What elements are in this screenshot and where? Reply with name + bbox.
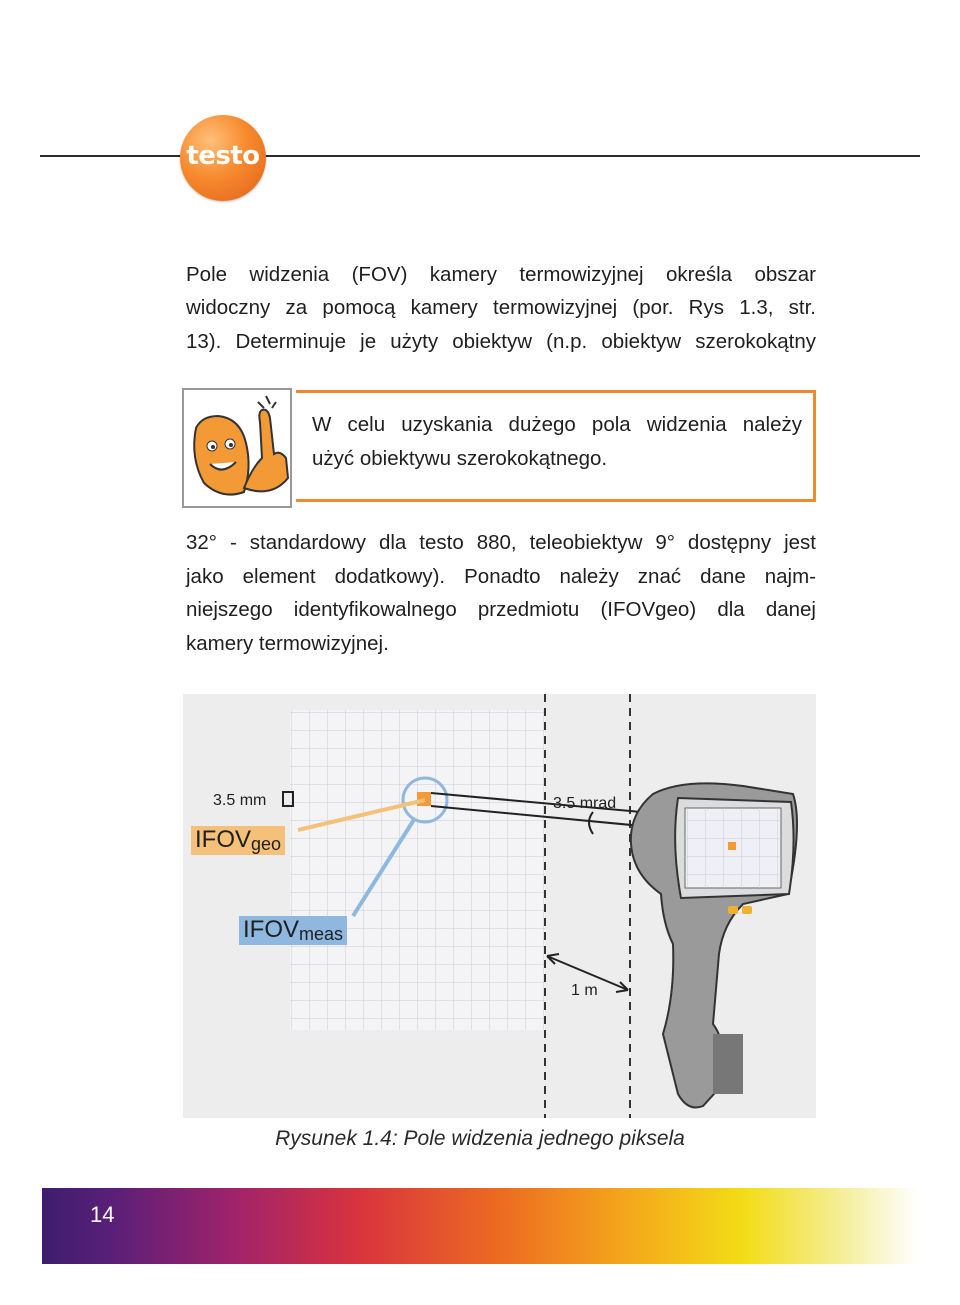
ifov-figure <box>183 694 816 1118</box>
label-3-5-mm: 3.5 mm <box>213 792 267 809</box>
body-line-3: niejszego identyfikowalnego przedmiotu (IFOVgeo) dla danej <box>186 598 816 621</box>
page-number: 14 <box>90 1202 115 1227</box>
body-line-2: jako element dodatkowy). Ponadto należy znać dane najm- <box>186 565 816 588</box>
body-line-1: 32° - standardowy dla testo 880, teleobiektyw 9° dostępny jest <box>186 531 816 554</box>
header-rule-right <box>264 155 920 157</box>
ifov-geo-sub: geo <box>251 834 282 854</box>
intro-line-2: widoczny za pomocą kamery termowizyjnej (por. Rys 1.3, str. <box>186 296 816 319</box>
ifov-diagram <box>183 694 816 1118</box>
testo-logo <box>180 115 266 201</box>
label-3-5-mrad: 3.5 mrad <box>553 795 617 812</box>
intro-line-3: 13). Determinuje je użyty obiektyw (n.p. obiektyw szerokokątny <box>186 330 816 353</box>
ifov-geo-tag <box>191 826 285 855</box>
ifov-meas-tag <box>239 916 347 945</box>
header-rule-left <box>40 155 182 157</box>
ifov-meas-sub: meas <box>299 924 344 944</box>
figure-caption: Rysunek 1.4: Pole widzenia jednego piksela <box>275 1127 685 1150</box>
ifov-geo-main: IFOV <box>195 826 252 853</box>
mascot-illustration <box>182 388 298 512</box>
logo-text: testo <box>186 141 260 171</box>
body-line-4: kamery termowizyjnej. <box>186 632 389 655</box>
intro-line-1: Pole widzenia (FOV) kamery termowizyjnej określa obszar <box>186 263 816 286</box>
footer-gradient-bar <box>42 1188 918 1264</box>
tip-line-1: W celu uzyskania dużego pola widzenia należy <box>312 413 802 436</box>
label-distance-1m: 1 m <box>571 982 598 999</box>
tip-line-2: użyć obiektywu szerokokątnego. <box>312 447 608 470</box>
ifov-meas-main: IFOV <box>243 916 300 943</box>
